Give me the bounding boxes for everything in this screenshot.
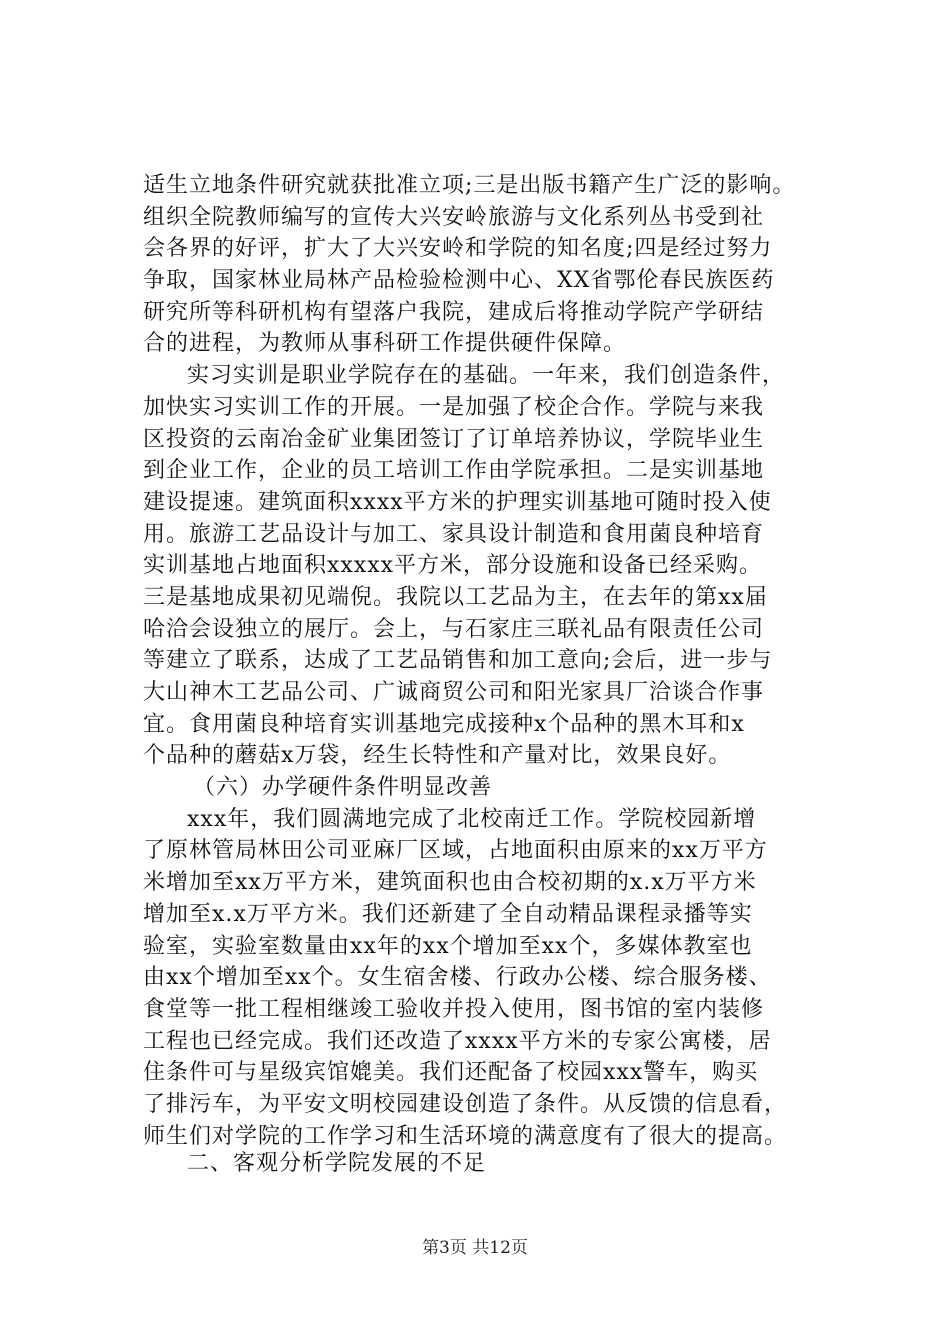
body-text — [143, 170, 819, 1152]
text-line: 增加至x.x万平方米。我们还新建了全自动精品课程录播等实 — [143, 901, 753, 927]
text-line: 建设提速。建筑面积xxxx平方米的护理实训基地可随时投入使 — [143, 489, 772, 515]
text-line: 争取，国家林业局林产品检验检测中心、XX省鄂伦春民族医药 — [143, 268, 775, 294]
text-line: 合的进程，为教师从事科研工作提供硬件保障。 — [143, 331, 627, 357]
text-line: 研究所等科研机构有望落户我院，建成后将推动学院产学研结 — [143, 299, 765, 325]
text-line: 会各界的好评，扩大了大兴安岭和学院的知名度;四是经过努力 — [143, 236, 773, 262]
text-line: 区投资的云南冶金矿业集团签订了订单培养协议，学院毕业生 — [143, 426, 765, 452]
subsection-heading: （六）办学硬件条件明显改善 — [193, 775, 493, 801]
text-line: 等建立了联系，达成了工艺品销售和加工意向;会后，进一步与 — [143, 648, 773, 674]
text-line: 验室，实验室数量由xx年的xx个增加至xx个，多媒体教室也 — [143, 933, 753, 959]
text-line: 了原林管局林田公司亚麻厂区域，占地面积由原来的xx万平方 — [143, 838, 768, 864]
text-line: 大山神木工艺品公司、广诚商贸公司和阳光家具厂洽谈合作事 — [143, 680, 765, 705]
text-line: 米增加至xx万平方米，建筑面积也由合校初期的x.x万平方米 — [143, 870, 757, 896]
text-line: 了排污车，为平安文明校园建设创造了条件。从反馈的信息看， — [143, 1091, 788, 1117]
text-line: 实训基地占地面积xxxxx平方米，部分设施和设备已经采购。 — [143, 553, 763, 579]
paragraph-start-line: 实习实训是职业学院存在的基础。一年来，我们创造条件， — [187, 363, 786, 389]
text-line: 住条件可与星级宾馆媲美。我们还配备了校园xxx警车，购买 — [143, 1060, 759, 1086]
text-line: 工程也已经完成。我们还改造了xxxx平方米的专家公寓楼，居 — [143, 1028, 772, 1054]
page-number-footer: 第3页 共12页 — [422, 1238, 528, 1258]
text-line: 宜。食用菌良种培育实训基地完成接种x个品种的黑木耳和x — [143, 711, 745, 737]
text-line: 加快实习实训工作的开展。一是加强了校企合作。学院与来我 — [143, 394, 765, 420]
section-heading: 二、客观分析学院发展的不足 — [187, 1151, 487, 1176]
text-line: 师生们对学院的工作学习和生活环境的满意度有了很大的提高。 — [143, 1123, 788, 1149]
text-line: 由xx个增加至xx个。女生宿舍楼、行政办公楼、综合服务楼、 — [143, 965, 772, 991]
text-line: 用。旅游工艺品设计与加工、家具设计制造和食用菌良种培育 — [143, 521, 765, 547]
paragraph-start-line: xxx年，我们圆满地完成了北校南迁工作。学院校园新增 — [187, 806, 757, 832]
text-line: 食堂等一批工程相继竣工验收并投入使用，图书馆的室内装修 — [143, 996, 765, 1022]
text-line: 三是基地成果初见端倪。我院以工艺品为主，在去年的第xx届 — [143, 584, 768, 610]
text-line: 个品种的蘑菇x万袋，经生长特性和产量对比，效果良好。 — [143, 743, 732, 769]
text-line: 组织全院教师编写的宣传大兴安岭旅游与文化系列丛书受到社 — [143, 204, 765, 230]
text-line: 哈洽会设独立的展厅。会上，与石家庄三联礼品有限责任公司 — [143, 616, 765, 642]
text-line: 到企业工作，企业的员工培训工作由学院承担。二是实训基地 — [143, 458, 765, 484]
text-line: 适生立地条件研究就获批准立项;三是出版书籍产生广泛的影响。 — [143, 173, 796, 198]
